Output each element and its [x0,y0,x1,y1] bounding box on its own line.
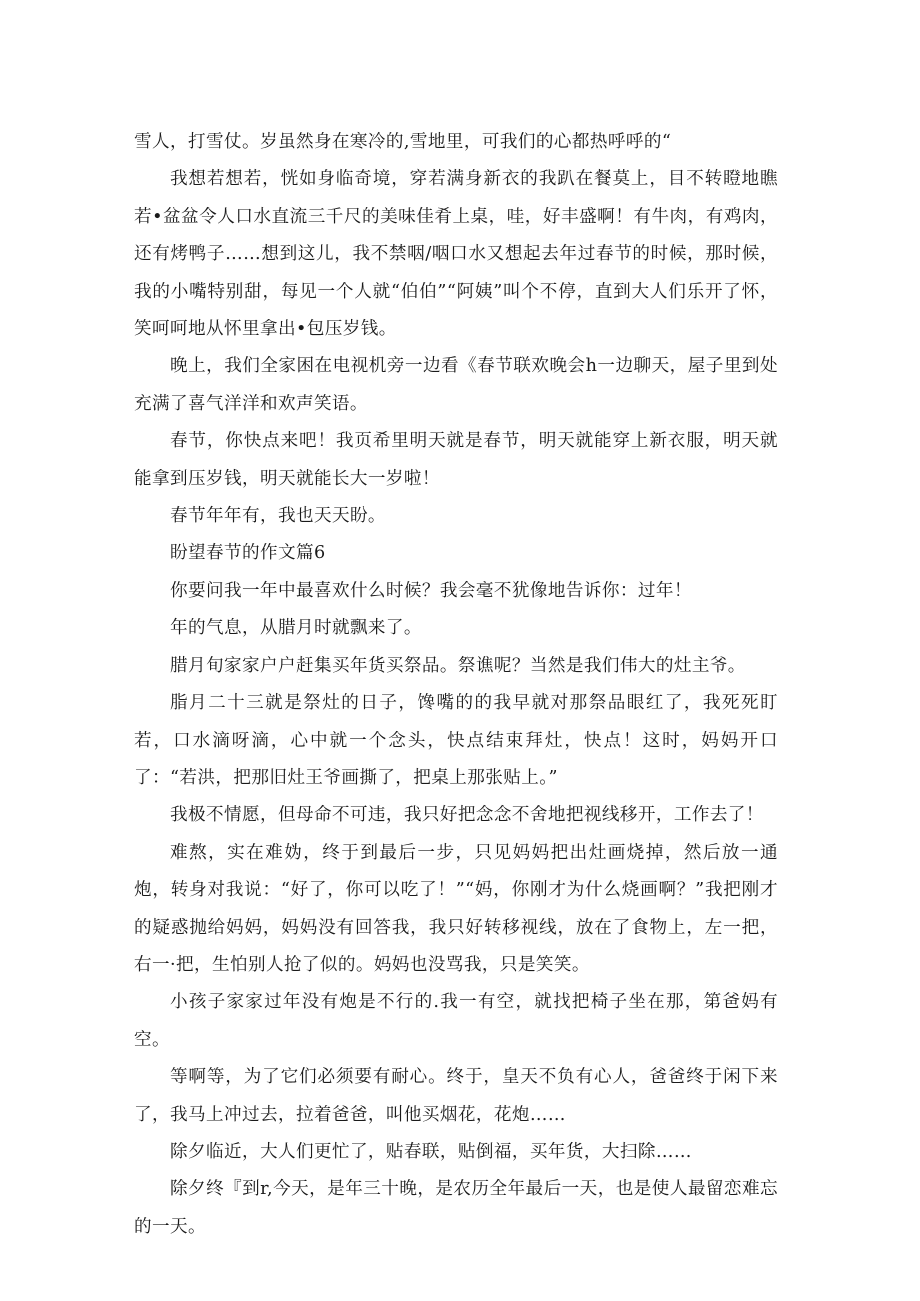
paragraph-16: 除夕终『到r,今天，是年三十晚，是农历全年最后一天，也是使人最留恋难忘的一天。 [134,1179,778,1237]
paragraph-12: 难熬，实在难妫，终于到最后一步，只见妈妈把出灶画烧掉，然后放一通炮，转身对我说：“好了，你可以吃了！”“妈，你刚才为什么烧画啊？”我把刚才的疑惑抛给妈妈，妈妈没有回答我，我只好转移视线，放在了食物上，左一把，右一·把，生怕别人抢了似的。妈妈也没骂我，只是笑笑。 [134,842,778,975]
paragraph-7: 你要问我一年中最喜欢什么时候？我会毫不犹像地告诉你：过年！ [170,580,692,601]
paragraph-1: 雪人，打雪仗。岁虽然身在寒冷的,雪地里，可我们的心都热呼呼的“ [134,132,672,152]
paragraph-5: 春节年年有，我也天天盼。 [170,506,386,527]
paragraph-11: 我极不情愿，但母命不可违，我只好把念念不舍地把视线移开，工作去了！ [170,805,764,826]
paragraph-8: 年的气息，从腊月时就飘来了。 [170,618,422,639]
paragraph-14: 等啊等，为了它们必须要有耐心。终于，皇天不负有心人，爸爸终于闲下来了，我马上冲过去，拉着爸爸，叫他买烟花，花炮…… [134,1067,778,1125]
paragraph-2: 我想若想若，恍如身临奇境，穿若满身新衣的我趴在餐莫上，目不转瞪地瞧若•盆盆令人口水直流三千尺的美味佳肴上桌，哇，好丰盛啊！有牛肉，有鸡肉，还有烤鸭子……想到这儿，我不禁咽/咽口水又想起去年过春节的时候，那时候，我的小嘴特别甜，每见一个人就“伯伯”“阿姨”叫个不停，直到大人们乐开了怀，笑呵呵地从怀里拿出•包压岁钱。 [134,169,778,340]
paragraph-15: 除夕临近，大人们更忙了，贴春联，贴倒福，买年货，大扫除…… [170,1141,692,1162]
paragraph-3: 晚上，我们全家困在电视机旁一边看《春节联欢晚会h一边聊天，屋子里到处充满了喜气洋洋和欢声笑语。 [134,356,778,414]
document-page [134,124,778,1246]
paragraph-9: 腊月旬家家户户赶集买年货买祭品。祭谯呢？当然是我们伟大的灶主爷。 [170,655,746,676]
section-heading: 盼望春节的作文篇6 [170,543,326,564]
paragraph-10: 脂月二十三就是祭灶的日子，馋嘴的的我早就对那祭品眼红了，我死死盯若，口水滴呀滴，心中就一个念头，快点结束拜灶，快点！这时，妈妈开口了：“若洪，把那旧灶王爷画撕了，把桌上那张贴上。” [134,693,778,788]
paragraph-4: 春节，你快点来吧！我页希里明天就是春节，明天就能穿上新衣服，明天就能拿到压岁钱，明天就能长大一岁啦！ [134,431,778,489]
paragraph-13: 小孩子家家过年没有炮是不行的.我一有空，就找把椅子坐在那，第爸妈有空。 [134,992,778,1050]
